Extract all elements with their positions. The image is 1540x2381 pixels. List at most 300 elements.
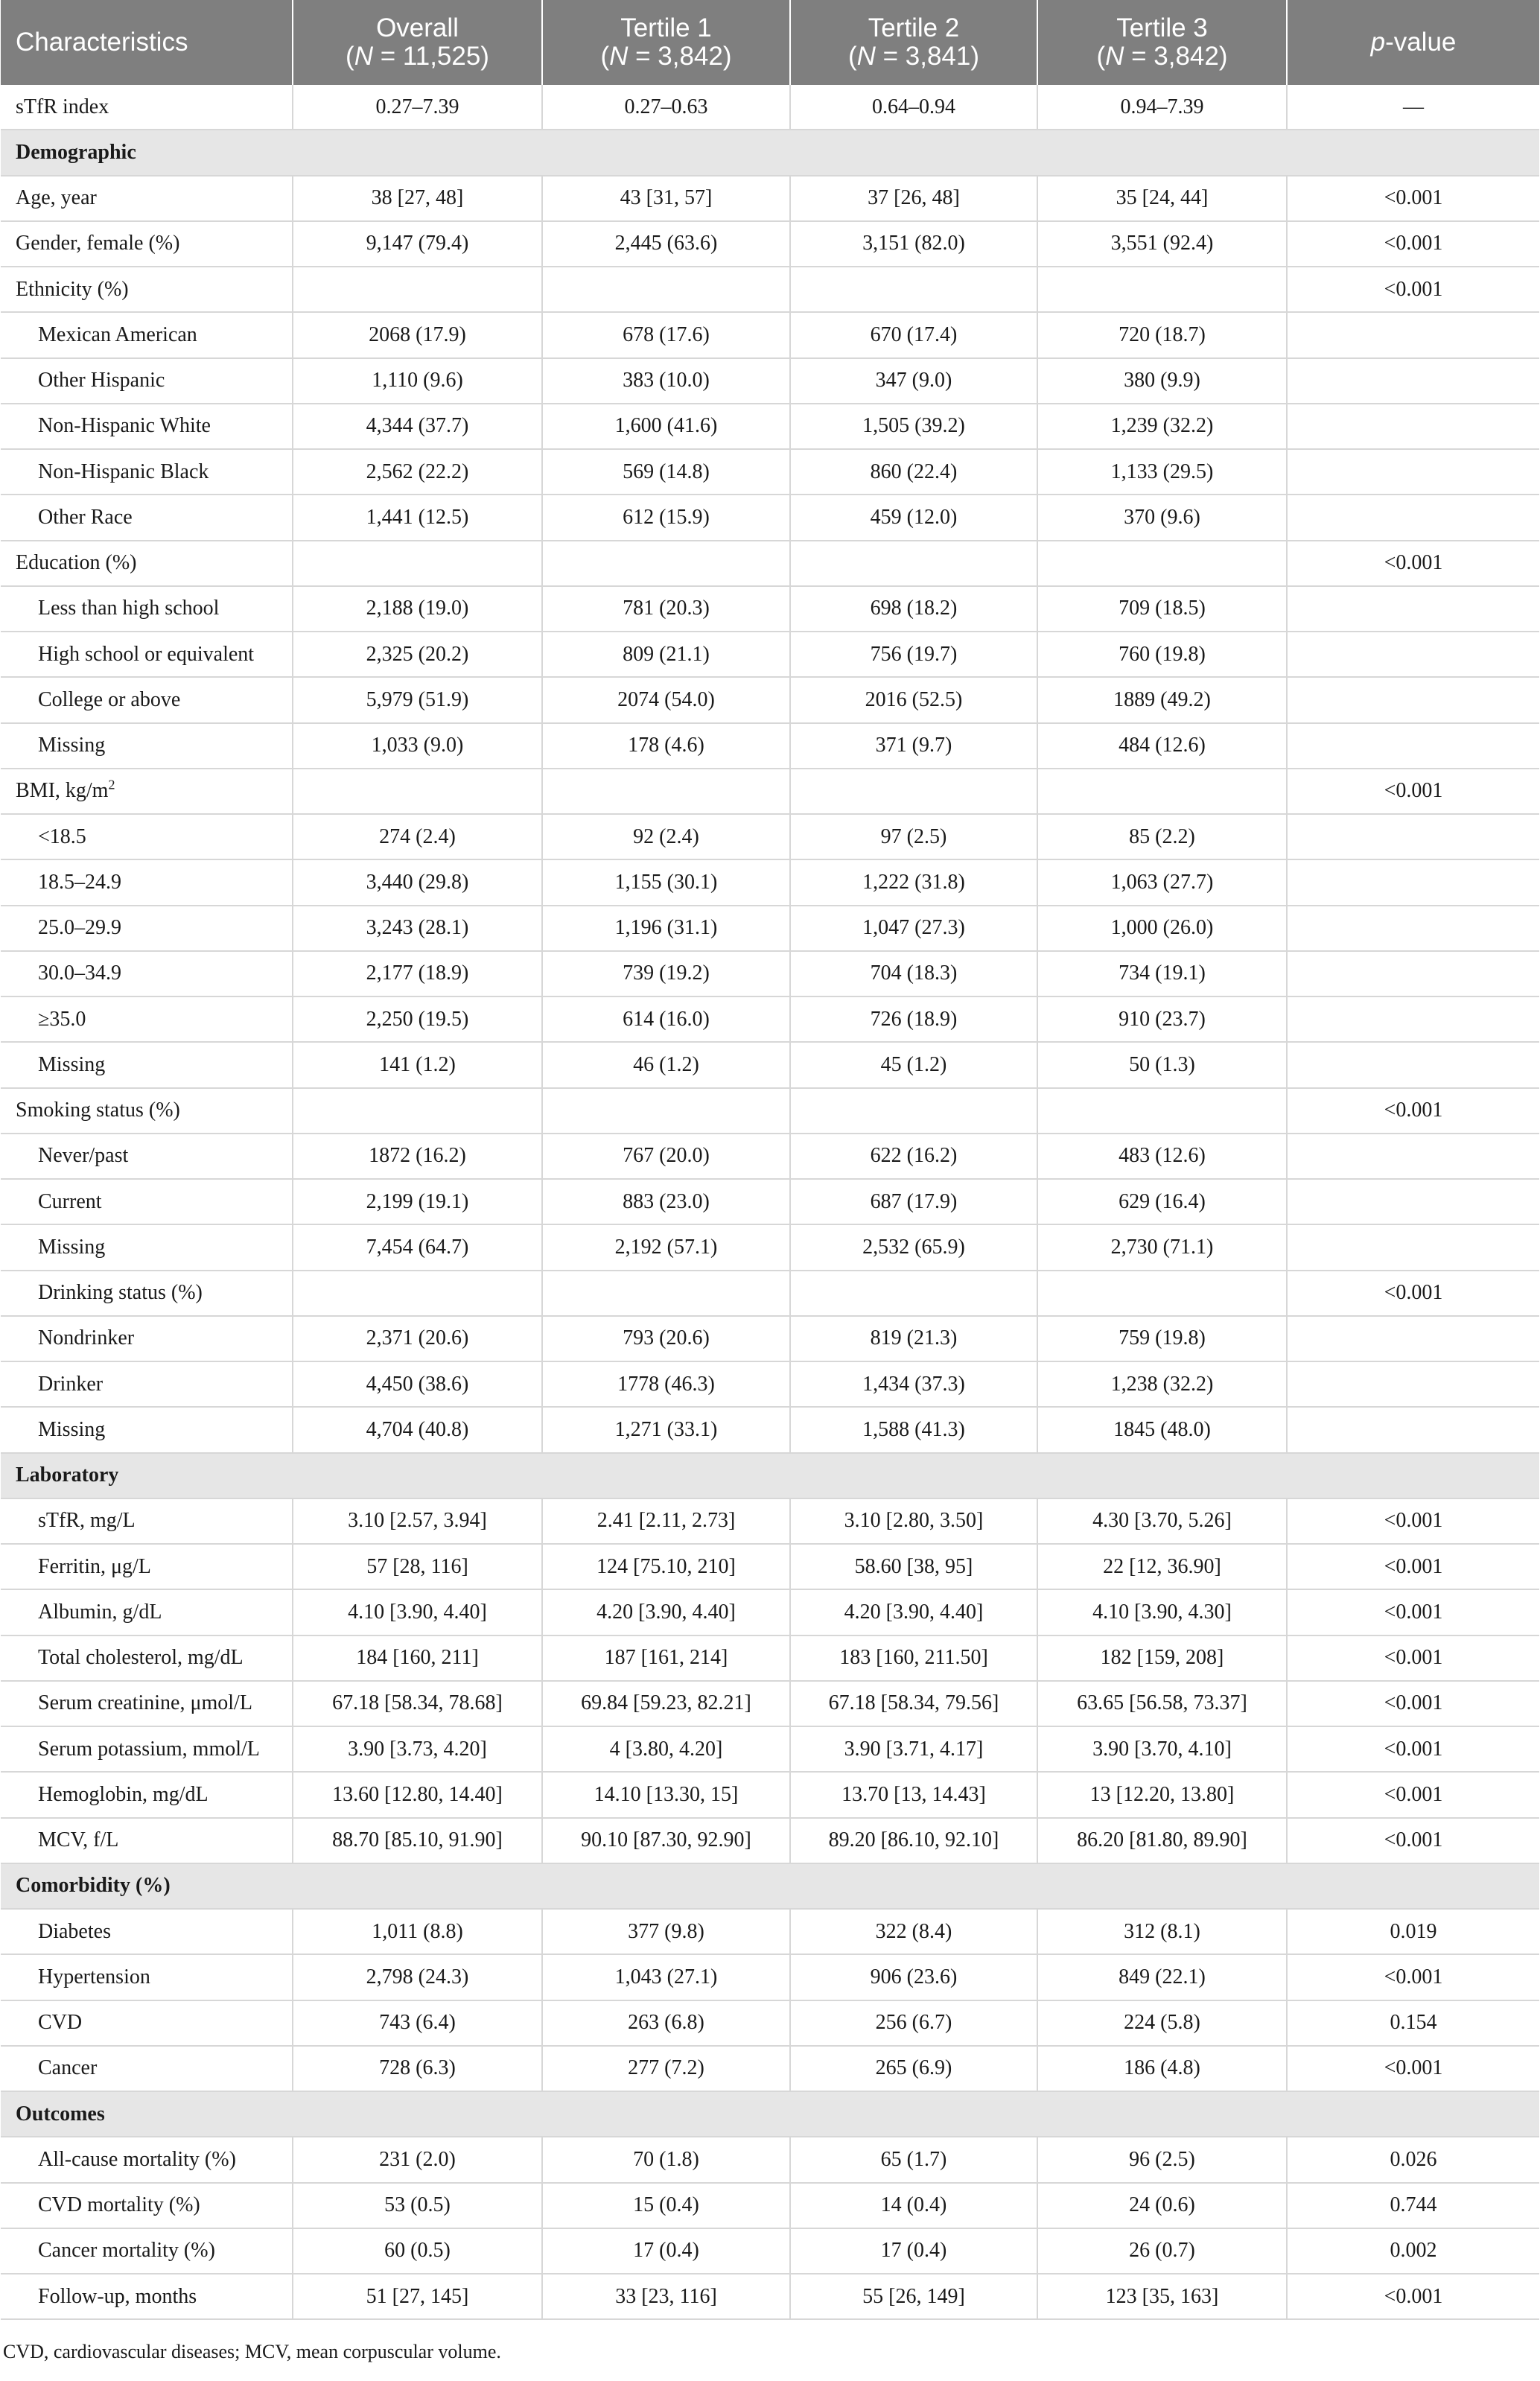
table-row	[1, 176, 1539, 221]
cell-tertile-1	[542, 1271, 790, 1316]
cell-p-value: <0.001	[1287, 2274, 1539, 2319]
cell-tertile-1: 809 (21.1)	[542, 632, 790, 677]
cell-tertile-1: 70 (1.8)	[542, 2137, 790, 2182]
table-row	[1, 1498, 1539, 1544]
header-tertile-1-n-label: N	[609, 42, 629, 71]
cell-p-value: <0.001	[1287, 1544, 1539, 1589]
cell-p-value	[1287, 312, 1539, 357]
cell-overall: 743 (6.4)	[293, 2000, 542, 2046]
cell-overall	[293, 267, 542, 312]
row-label-text: Missing	[38, 734, 106, 757]
table-row	[1, 1544, 1539, 1589]
cell-overall	[293, 1271, 542, 1316]
section-label: Outcomes	[1, 2091, 1539, 2137]
header-overall-name: Overall	[376, 13, 459, 42]
table-row	[1, 2137, 1539, 2182]
table-row	[1, 769, 1539, 814]
row-label-text: All-cause mortality (%)	[38, 2147, 236, 2171]
cell-tertile-3: 224 (5.8)	[1037, 2000, 1287, 2046]
row-label	[1, 541, 293, 586]
cell-tertile-1: 614 (16.0)	[542, 996, 790, 1042]
cell-tertile-3: 3.90 [3.70, 4.10]	[1037, 1726, 1287, 1772]
row-label	[1, 677, 293, 722]
row-label-text: Gender, female (%)	[16, 232, 180, 255]
header-tertile-3-n-label: N	[1105, 42, 1124, 71]
cell-overall: 5,979 (51.9)	[293, 677, 542, 722]
cell-tertile-1: 124 [75.10, 210]	[542, 1544, 790, 1589]
cell-tertile-2: 3.10 [2.80, 3.50]	[790, 1498, 1037, 1544]
cell-tertile-2: 860 (22.4)	[790, 449, 1037, 495]
row-label	[1, 586, 293, 632]
cell-overall: 60 (0.5)	[293, 2228, 542, 2274]
cell-p-value	[1287, 814, 1539, 859]
cell-tertile-2: 1,588 (41.3)	[790, 1407, 1037, 1452]
row-label	[1, 859, 293, 905]
header-tertile-2: Tertile 2 (N = 3,841)	[790, 0, 1037, 85]
row-label-text: High school or equivalent	[38, 642, 255, 666]
cell-tertile-3: 910 (23.7)	[1037, 996, 1287, 1042]
cell-tertile-1	[542, 1088, 790, 1134]
row-label-text: BMI, kg/m	[16, 779, 109, 803]
row-label-text: Missing	[38, 1417, 106, 1441]
row-label	[1, 769, 293, 814]
section-label: Demographic	[1, 130, 1539, 175]
row-label	[1, 1726, 293, 1772]
cell-tertile-1: 187 [161, 214]	[542, 1635, 790, 1681]
cell-tertile-2: 670 (17.4)	[790, 312, 1037, 357]
cell-p-value	[1287, 358, 1539, 404]
row-label	[1, 221, 293, 267]
cell-tertile-2: 687 (17.9)	[790, 1179, 1037, 1224]
cell-tertile-2: 3,151 (82.0)	[790, 221, 1037, 267]
cell-tertile-2: 65 (1.7)	[790, 2137, 1037, 2182]
cell-tertile-2: 2016 (52.5)	[790, 677, 1037, 722]
header-p-value	[1287, 0, 1539, 85]
row-label	[1, 1134, 293, 1179]
table-row	[1, 951, 1539, 996]
cell-tertile-3: 0.94–7.39	[1037, 85, 1287, 130]
row-label	[1, 723, 293, 769]
row-label-text: Follow-up, months	[38, 2284, 197, 2308]
cell-tertile-3: 734 (19.1)	[1037, 951, 1287, 996]
cell-tertile-3: 2,730 (71.1)	[1037, 1224, 1287, 1270]
cell-tertile-3: 1,238 (32.2)	[1037, 1361, 1287, 1407]
cell-p-value	[1287, 1224, 1539, 1270]
row-label-text: Serum potassium, mmol/L	[38, 1737, 260, 1761]
cell-overall: 2068 (17.9)	[293, 312, 542, 357]
header-tertile-3-name: Tertile 3	[1116, 13, 1208, 42]
cell-tertile-2: 1,505 (39.2)	[790, 404, 1037, 449]
cell-tertile-2: 459 (12.0)	[790, 495, 1037, 540]
cell-tertile-1	[542, 541, 790, 586]
row-label	[1, 1361, 293, 1407]
cell-tertile-3: 50 (1.3)	[1037, 1042, 1287, 1087]
cell-tertile-2: 347 (9.0)	[790, 358, 1037, 404]
table-row	[1, 404, 1539, 449]
table-row	[1, 1316, 1539, 1361]
table-row	[1, 1134, 1539, 1179]
row-label	[1, 404, 293, 449]
cell-overall: 3,243 (28.1)	[293, 906, 542, 951]
cell-p-value: <0.001	[1287, 267, 1539, 312]
row-label	[1, 951, 293, 996]
section-header-row	[1, 130, 1539, 175]
row-label-text: Never/past	[38, 1144, 129, 1168]
cell-p-value: <0.001	[1287, 1589, 1539, 1635]
cell-overall: 3.10 [2.57, 3.94]	[293, 1498, 542, 1544]
row-label	[1, 495, 293, 540]
row-label-text: Total cholesterol, mg/dL	[38, 1646, 244, 1670]
cell-p-value: <0.001	[1287, 2046, 1539, 2091]
row-label	[1, 1681, 293, 1726]
cell-overall: 1,011 (8.8)	[293, 1909, 542, 1954]
table-row	[1, 677, 1539, 722]
cell-tertile-2: 37 [26, 48]	[790, 176, 1037, 221]
cell-tertile-2: 67.18 [58.34, 79.56]	[790, 1681, 1037, 1726]
cell-tertile-1	[542, 769, 790, 814]
row-label	[1, 176, 293, 221]
row-label-text: Diabetes	[38, 1919, 111, 1943]
cell-tertile-2: 3.90 [3.71, 4.17]	[790, 1726, 1037, 1772]
cell-tertile-3: 760 (19.8)	[1037, 632, 1287, 677]
cell-p-value	[1287, 1042, 1539, 1087]
cell-p-value	[1287, 1179, 1539, 1224]
cell-overall	[293, 1088, 542, 1134]
cell-tertile-2	[790, 1088, 1037, 1134]
cell-tertile-1: 793 (20.6)	[542, 1316, 790, 1361]
cell-tertile-3: 24 (0.6)	[1037, 2183, 1287, 2228]
section-header-row	[1, 1453, 1539, 1498]
row-label-text: 25.0–29.9	[38, 916, 121, 940]
cell-tertile-3	[1037, 1088, 1287, 1134]
table-footnote: CVD, cardiovascular diseases; MCV, mean corpuscular volume.	[3, 2341, 501, 2362]
cell-tertile-2: 89.20 [86.10, 92.10]	[790, 1818, 1037, 1863]
table-header-row	[1, 0, 1539, 85]
cell-tertile-2: 698 (18.2)	[790, 586, 1037, 632]
cell-p-value	[1287, 495, 1539, 540]
row-label-text: CVD	[38, 2011, 83, 2035]
row-label-text: Mexican American	[38, 322, 197, 346]
cell-p-value: <0.001	[1287, 541, 1539, 586]
cell-tertile-1: 1,043 (27.1)	[542, 1954, 790, 2000]
cell-tertile-1: 263 (6.8)	[542, 2000, 790, 2046]
table-row	[1, 1361, 1539, 1407]
cell-tertile-1: 15 (0.4)	[542, 2183, 790, 2228]
cell-overall	[293, 769, 542, 814]
cell-p-value	[1287, 723, 1539, 769]
cell-p-value	[1287, 404, 1539, 449]
cell-tertile-2	[790, 1271, 1037, 1316]
cell-overall: 51 [27, 145]	[293, 2274, 542, 2319]
cell-tertile-3: 312 (8.1)	[1037, 1909, 1287, 1954]
cell-overall: 53 (0.5)	[293, 2183, 542, 2228]
cell-tertile-1: 1,155 (30.1)	[542, 859, 790, 905]
row-label	[1, 1407, 293, 1452]
cell-tertile-2: 14 (0.4)	[790, 2183, 1037, 2228]
cell-tertile-2: 322 (8.4)	[790, 1909, 1037, 1954]
characteristics-table	[1, 0, 1539, 2320]
cell-p-value	[1287, 586, 1539, 632]
cell-tertile-1: 1,600 (41.6)	[542, 404, 790, 449]
section-header-row	[1, 2091, 1539, 2137]
cell-p-value: <0.001	[1287, 1726, 1539, 1772]
cell-tertile-1: 2,445 (63.6)	[542, 221, 790, 267]
table-row	[1, 1271, 1539, 1316]
row-label-text: Ethnicity (%)	[16, 277, 129, 301]
cell-tertile-2: 726 (18.9)	[790, 996, 1037, 1042]
cell-tertile-3: 186 (4.8)	[1037, 2046, 1287, 2091]
table-row	[1, 1681, 1539, 1726]
cell-tertile-3	[1037, 769, 1287, 814]
table-row	[1, 541, 1539, 586]
cell-tertile-1: 69.84 [59.23, 82.21]	[542, 1681, 790, 1726]
cell-tertile-1: 4 [3.80, 4.20]	[542, 1726, 790, 1772]
row-label	[1, 2046, 293, 2091]
cell-tertile-1: 383 (10.0)	[542, 358, 790, 404]
cell-overall: 2,250 (19.5)	[293, 996, 542, 1042]
cell-p-value	[1287, 859, 1539, 905]
table-row	[1, 906, 1539, 951]
cell-tertile-3: 380 (9.9)	[1037, 358, 1287, 404]
cell-tertile-3	[1037, 1271, 1287, 1316]
section-label: Laboratory	[1, 1453, 1539, 1498]
row-label	[1, 1316, 293, 1361]
cell-p-value	[1287, 1361, 1539, 1407]
cell-tertile-1: 277 (7.2)	[542, 2046, 790, 2091]
header-tertile-3-n-value: = 3,842)	[1124, 42, 1228, 71]
cell-p-value	[1287, 449, 1539, 495]
cell-p-value: <0.001	[1287, 1635, 1539, 1681]
cell-overall	[293, 541, 542, 586]
row-label	[1, 1179, 293, 1224]
row-label	[1, 358, 293, 404]
cell-tertile-3: 370 (9.6)	[1037, 495, 1287, 540]
cell-tertile-3: 1,000 (26.0)	[1037, 906, 1287, 951]
cell-tertile-2: 17 (0.4)	[790, 2228, 1037, 2274]
table-row	[1, 2228, 1539, 2274]
cell-tertile-2: 0.64–0.94	[790, 85, 1037, 130]
row-label-text: Hemoglobin, mg/dL	[38, 1782, 209, 1806]
header-tertile-1-n-value: = 3,842)	[628, 42, 732, 71]
cell-overall: 4,450 (38.6)	[293, 1361, 542, 1407]
table-row	[1, 1042, 1539, 1087]
table-row	[1, 859, 1539, 905]
cell-tertile-1	[542, 267, 790, 312]
row-label-text: CVD mortality (%)	[38, 2193, 200, 2217]
cell-p-value: <0.001	[1287, 176, 1539, 221]
cell-tertile-3: 85 (2.2)	[1037, 814, 1287, 859]
cell-tertile-1: 33 [23, 116]	[542, 2274, 790, 2319]
cell-tertile-3: 123 [35, 163]	[1037, 2274, 1287, 2319]
cell-tertile-1: 1,196 (31.1)	[542, 906, 790, 951]
cell-overall: 2,798 (24.3)	[293, 1954, 542, 2000]
header-tertile-2-n-label: N	[856, 42, 876, 71]
row-label	[1, 2000, 293, 2046]
row-label-text: 30.0–34.9	[38, 961, 121, 985]
cell-overall: 38 [27, 48]	[293, 176, 542, 221]
row-label-text: Missing	[38, 1235, 106, 1259]
cell-overall: 9,147 (79.4)	[293, 221, 542, 267]
row-label	[1, 1818, 293, 1863]
cell-overall: 231 (2.0)	[293, 2137, 542, 2182]
table-row	[1, 996, 1539, 1042]
cell-tertile-3: 709 (18.5)	[1037, 586, 1287, 632]
cell-overall: 184 [160, 211]	[293, 1635, 542, 1681]
cell-tertile-1: 92 (2.4)	[542, 814, 790, 859]
table-row	[1, 312, 1539, 357]
header-overall-n-value: = 11,525)	[372, 42, 489, 71]
cell-tertile-2: 1,434 (37.3)	[790, 1361, 1037, 1407]
cell-tertile-1: 2.41 [2.11, 2.73]	[542, 1498, 790, 1544]
cell-tertile-2: 704 (18.3)	[790, 951, 1037, 996]
cell-tertile-1: 1778 (46.3)	[542, 1361, 790, 1407]
table-row	[1, 85, 1539, 130]
row-label-text: 18.5–24.9	[38, 870, 121, 894]
cell-overall: 4.10 [3.90, 4.40]	[293, 1589, 542, 1635]
cell-tertile-3: 1,133 (29.5)	[1037, 449, 1287, 495]
cell-tertile-2: 756 (19.7)	[790, 632, 1037, 677]
row-label	[1, 632, 293, 677]
cell-tertile-2	[790, 541, 1037, 586]
cell-tertile-2: 183 [160, 211.50]	[790, 1635, 1037, 1681]
cell-overall: 1,441 (12.5)	[293, 495, 542, 540]
cell-overall: 13.60 [12.80, 14.40]	[293, 1772, 542, 1817]
cell-tertile-3: 26 (0.7)	[1037, 2228, 1287, 2274]
cell-tertile-3: 849 (22.1)	[1037, 1954, 1287, 2000]
table-body	[1, 85, 1539, 2319]
row-label-text: Education (%)	[16, 551, 137, 575]
table-row	[1, 267, 1539, 312]
table-row	[1, 1635, 1539, 1681]
row-label	[1, 1635, 293, 1681]
cell-overall: 1,033 (9.0)	[293, 723, 542, 769]
cell-overall: 274 (2.4)	[293, 814, 542, 859]
cell-tertile-3: 1889 (49.2)	[1037, 677, 1287, 722]
row-label	[1, 1042, 293, 1087]
cell-tertile-1: 46 (1.2)	[542, 1042, 790, 1087]
table-row	[1, 1088, 1539, 1134]
table-row	[1, 2046, 1539, 2091]
row-label	[1, 267, 293, 312]
cell-overall: 67.18 [58.34, 78.68]	[293, 1681, 542, 1726]
cell-tertile-3: 1,063 (27.7)	[1037, 859, 1287, 905]
row-label	[1, 2274, 293, 2319]
cell-overall: 728 (6.3)	[293, 2046, 542, 2091]
row-label-text: sTfR index	[16, 95, 109, 118]
cell-p-value: 0.002	[1287, 2228, 1539, 2274]
cell-p-value: 0.026	[1287, 2137, 1539, 2182]
cell-p-value	[1287, 1316, 1539, 1361]
cell-tertile-2: 819 (21.3)	[790, 1316, 1037, 1361]
cell-overall: 2,199 (19.1)	[293, 1179, 542, 1224]
cell-tertile-1: 612 (15.9)	[542, 495, 790, 540]
cell-p-value: <0.001	[1287, 1088, 1539, 1134]
cell-overall: 2,177 (18.9)	[293, 951, 542, 996]
cell-tertile-1: 2,192 (57.1)	[542, 1224, 790, 1270]
cell-overall: 88.70 [85.10, 91.90]	[293, 1818, 542, 1863]
cell-p-value: <0.001	[1287, 1271, 1539, 1316]
cell-tertile-3: 4.30 [3.70, 5.26]	[1037, 1498, 1287, 1544]
cell-tertile-1: 2074 (54.0)	[542, 677, 790, 722]
row-label	[1, 996, 293, 1042]
row-label	[1, 2228, 293, 2274]
cell-p-value	[1287, 632, 1539, 677]
header-tertile-1-name: Tertile 1	[620, 13, 712, 42]
table-row	[1, 1954, 1539, 2000]
row-label-text: Albumin, g/dL	[38, 1600, 162, 1624]
cell-overall: 141 (1.2)	[293, 1042, 542, 1087]
row-label-text: Less than high school	[38, 597, 220, 620]
cell-tertile-1: 678 (17.6)	[542, 312, 790, 357]
cell-tertile-1: 739 (19.2)	[542, 951, 790, 996]
row-label-text: <18.5	[38, 824, 86, 848]
section-header-row	[1, 1863, 1539, 1909]
row-label-text: Non-Hispanic Black	[38, 460, 209, 483]
table-row	[1, 449, 1539, 495]
row-label-text: Cancer	[38, 2056, 98, 2080]
cell-tertile-2: 256 (6.7)	[790, 2000, 1037, 2046]
cell-tertile-3: 483 (12.6)	[1037, 1134, 1287, 1179]
header-overall: Overall (N = 11,525)	[293, 0, 542, 85]
cell-tertile-2: 45 (1.2)	[790, 1042, 1037, 1087]
header-tertile-3: Tertile 3 (N = 3,842)	[1037, 0, 1287, 85]
cell-tertile-2: 1,222 (31.8)	[790, 859, 1037, 905]
cell-tertile-2	[790, 769, 1037, 814]
row-label-text: Serum creatinine, μmol/L	[38, 1691, 252, 1715]
cell-p-value: —	[1287, 85, 1539, 130]
cell-overall: 2,325 (20.2)	[293, 632, 542, 677]
cell-tertile-3: 182 [159, 208]	[1037, 1635, 1287, 1681]
row-label-text: ≥35.0	[38, 1007, 86, 1031]
cell-overall: 1872 (16.2)	[293, 1134, 542, 1179]
row-label	[1, 312, 293, 357]
cell-overall: 2,562 (22.2)	[293, 449, 542, 495]
header-tertile-1: Tertile 1 (N = 3,842)	[542, 0, 790, 85]
table-row	[1, 2000, 1539, 2046]
table-row	[1, 358, 1539, 404]
table-row	[1, 1726, 1539, 1772]
cell-tertile-1: 1,271 (33.1)	[542, 1407, 790, 1452]
table-row	[1, 1179, 1539, 1224]
cell-tertile-1: 781 (20.3)	[542, 586, 790, 632]
cell-tertile-3: 96 (2.5)	[1037, 2137, 1287, 2182]
cell-tertile-1: 377 (9.8)	[542, 1909, 790, 1954]
table-row	[1, 1589, 1539, 1635]
cell-overall: 3.90 [3.73, 4.20]	[293, 1726, 542, 1772]
table-row	[1, 723, 1539, 769]
row-label	[1, 906, 293, 951]
cell-overall: 1,110 (9.6)	[293, 358, 542, 404]
table-row	[1, 586, 1539, 632]
cell-p-value: <0.001	[1287, 1818, 1539, 1863]
row-label-text: sTfR, mg/L	[38, 1509, 136, 1533]
header-characteristics: Characteristics	[1, 0, 293, 85]
cell-tertile-3: 63.65 [56.58, 73.37]	[1037, 1681, 1287, 1726]
cell-p-value	[1287, 951, 1539, 996]
cell-tertile-3: 720 (18.7)	[1037, 312, 1287, 357]
row-label	[1, 1589, 293, 1635]
table-row	[1, 1224, 1539, 1270]
row-label-text: Hypertension	[38, 1965, 150, 1989]
row-label-text: Drinker	[38, 1372, 104, 1396]
table-row	[1, 1818, 1539, 1863]
cell-tertile-2: 97 (2.5)	[790, 814, 1037, 859]
header-tertile-2-n-value: = 3,841)	[875, 42, 980, 71]
row-label-text: Drinking status (%)	[38, 1281, 203, 1305]
cell-p-value: 0.744	[1287, 2183, 1539, 2228]
table-row	[1, 2274, 1539, 2319]
cell-p-value	[1287, 1134, 1539, 1179]
